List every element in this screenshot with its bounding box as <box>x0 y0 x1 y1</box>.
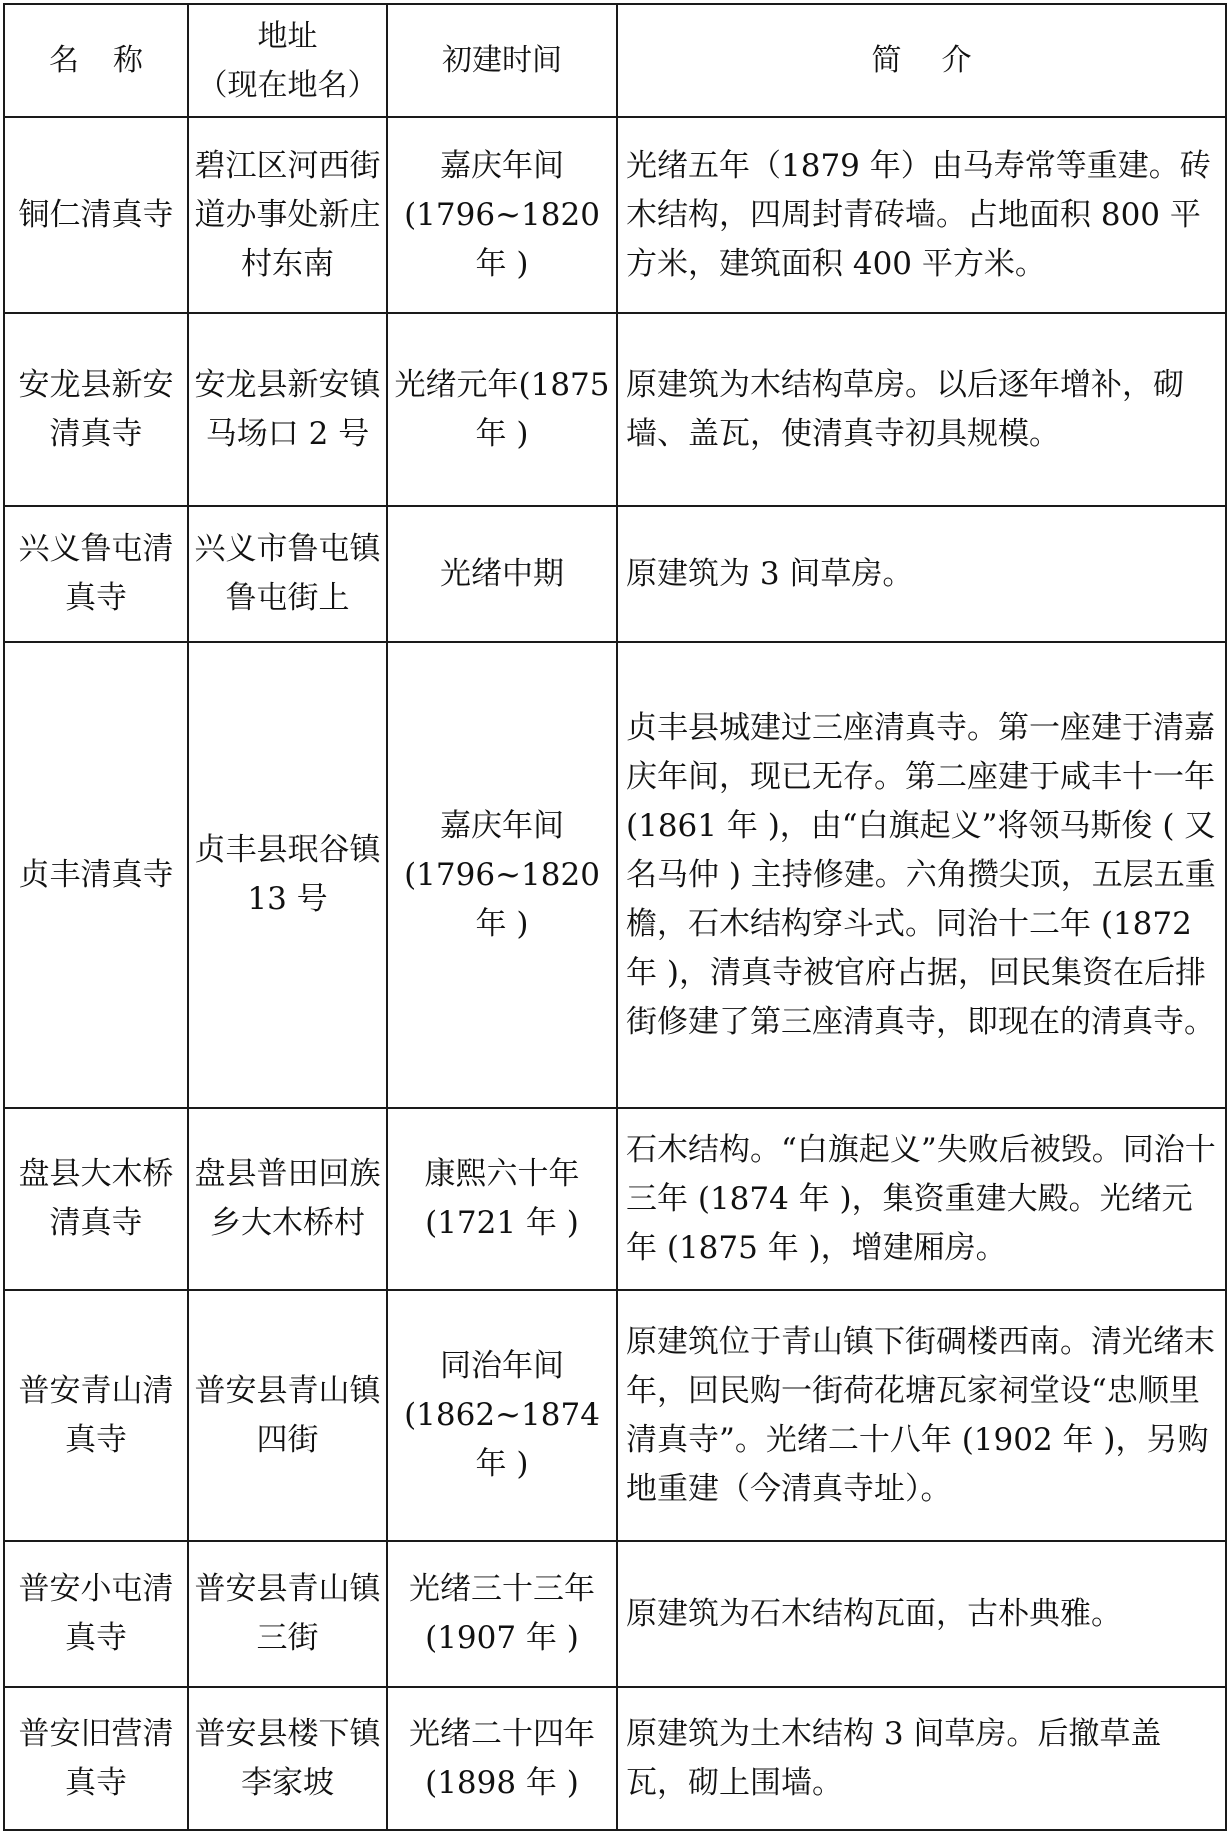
table-row <box>4 117 1226 313</box>
cell-built: 光绪二十四年(1898 年 ) <box>387 1687 617 1830</box>
cell-address: 普安县青山镇四街 <box>188 1290 387 1541</box>
cell-name: 兴义鲁屯清真寺 <box>4 506 188 642</box>
cell-name: 普安旧营清真寺 <box>4 1687 188 1830</box>
cell-built: 光绪三十三年(1907 年 ) <box>387 1541 617 1687</box>
header-row <box>4 4 1226 117</box>
header-name: 名称 <box>4 4 188 117</box>
cell-intro: 光绪五年（1879 年）由马寿常等重建。砖木结构，四周封青砖墙。占地面积 800 平方米，建筑面积 400 平方米。 <box>617 117 1226 313</box>
cell-name: 盘县大木桥清真寺 <box>4 1108 188 1290</box>
table-row <box>4 506 1226 642</box>
cell-name: 贞丰清真寺 <box>4 642 188 1108</box>
header-intro: 简介 <box>617 4 1226 117</box>
cell-built: 嘉庆年间(1796~1820 年 ) <box>387 642 617 1108</box>
cell-address: 盘县普田回族乡大木桥村 <box>188 1108 387 1290</box>
cell-intro: 原建筑为土木结构 3 间草房。后撤草盖瓦，砌上围墙。 <box>617 1687 1226 1830</box>
cell-built: 光绪元年(1875 年 ) <box>387 313 617 506</box>
cell-intro: 石木结构。“白旗起义”失败后被毁。同治十三年 (1874 年 )，集资重建大殿。光绪元年 (1875 年 )，增建厢房。 <box>617 1108 1226 1290</box>
cell-name: 普安小屯清真寺 <box>4 1541 188 1687</box>
cell-address: 贞丰县珉谷镇 13 号 <box>188 642 387 1108</box>
cell-address: 普安县青山镇三街 <box>188 1541 387 1687</box>
cell-built: 康熙六十年(1721 年 ) <box>387 1108 617 1290</box>
table-row <box>4 313 1226 506</box>
cell-built: 同治年间(1862~1874 年 ) <box>387 1290 617 1541</box>
cell-address: 普安县楼下镇李家坡 <box>188 1687 387 1830</box>
header-built: 初建时间 <box>387 4 617 117</box>
table-row <box>4 1290 1226 1541</box>
cell-intro: 原建筑为木结构草房。以后逐年增补，砌墙、盖瓦，使清真寺初具规模。 <box>617 313 1226 506</box>
cell-intro: 贞丰县城建过三座清真寺。第一座建于清嘉庆年间，现已无存。第二座建于咸丰十一年 (1861 年 )，由“白旗起义”将领马斯俊 ( 又名马仲 ) 主持修建。六角攒尖顶，五层五重檐，石木结构穿斗式。同治十二年 (1872 年 )，清真寺被官府占据，回民集资在后排街修建了第三座清真寺，即现在的清真寺。 <box>617 642 1226 1108</box>
cell-built: 嘉庆年间(1796~1820 年 ) <box>387 117 617 313</box>
cell-address: 安龙县新安镇马场口 2 号 <box>188 313 387 506</box>
table-row <box>4 1108 1226 1290</box>
cell-intro: 原建筑位于青山镇下街碉楼西南。清光绪末年，回民购一街荷花塘瓦家祠堂设“忠顺里清真寺”。光绪二十八年 (1902 年 )，另购地重建（今清真寺址）。 <box>617 1290 1226 1541</box>
cell-address: 碧江区河西街道办事处新庄村东南 <box>188 117 387 313</box>
table-row <box>4 1687 1226 1830</box>
cell-name: 铜仁清真寺 <box>4 117 188 313</box>
cell-name: 安龙县新安清真寺 <box>4 313 188 506</box>
cell-intro: 原建筑为 3 间草房。 <box>617 506 1226 642</box>
cell-built: 光绪中期 <box>387 506 617 642</box>
table-row <box>4 1541 1226 1687</box>
cell-intro: 原建筑为石木结构瓦面，古朴典雅。 <box>617 1541 1226 1687</box>
mosque-table <box>3 3 1227 1831</box>
table-row <box>4 642 1226 1108</box>
header-address: 地址 （现在地名） <box>188 4 387 117</box>
cell-name: 普安青山清真寺 <box>4 1290 188 1541</box>
cell-address: 兴义市鲁屯镇鲁屯街上 <box>188 506 387 642</box>
